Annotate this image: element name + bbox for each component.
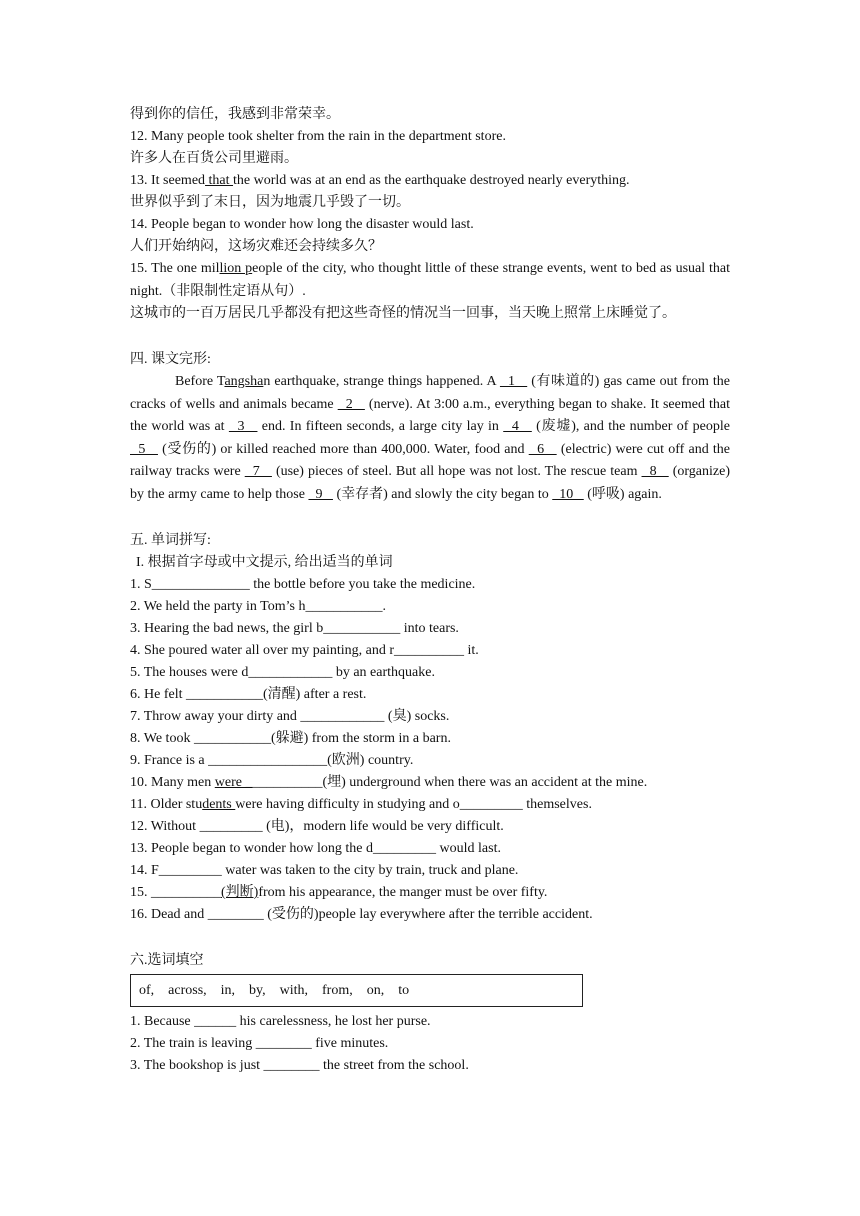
blank-8[interactable]: 8 — [641, 464, 669, 479]
list-item: 12. Without _________ (电)，modern life would be very difficult. — [130, 819, 504, 834]
list-item: 5. The houses were d____________ by an earthquake. — [130, 665, 435, 680]
list-item: 9. France is a _________________(欧洲) country. — [130, 753, 414, 768]
text-line: 许多人在百货公司里避雨。 — [130, 151, 298, 166]
blank-6[interactable]: 6 — [528, 441, 557, 457]
blank-2[interactable]: 2 — [337, 396, 365, 412]
list-item: 3. Hearing the bad news, the girl b___________ into tears. — [130, 621, 459, 636]
section-5-title: 五. 单词拼写: — [130, 533, 211, 548]
blank-10[interactable]: 10 — [552, 486, 584, 502]
list-item: 2. The train is leaving ________ five minutes. — [130, 1036, 389, 1051]
text-line: 12. Many people took shelter from the rain in the department store. — [130, 129, 506, 144]
sentence-15: 15. The one million people of the city, who thought little of these strange events, went to bed as usual that night.（非限制性定语从句）. — [130, 261, 730, 299]
list-item: 16. Dead and ________ (受伤的)people lay everywhere after the terrible accident. — [130, 907, 593, 922]
list-item: 1. S______________ the bottle before you take the medicine. — [130, 577, 476, 592]
blank-4[interactable]: 4 — [503, 419, 532, 434]
sentence-13-cn: 世界似乎到了末日，因为地震几乎毁了一切。 — [130, 195, 410, 210]
blank-5[interactable]: 5 — [130, 441, 158, 457]
cloze-passage: Before Tangshan earthquake, strange things happened. A 1 (有味道的) gas came out from the cracks of wells and animals became 2 (nerve). At 3:00 a.m., everything began to shake. It seemed that the world was at 3 end. In fifteen seconds, a large city lay in 4 (废墟), and the number of people 5 (受伤的) or killed reached more than 400,000. Water, food and 6 (electric) were cut off and the railway tracks were 7 (use) pieces of steel. But all hope was not lost. The rescue team 8 (organize) by the army came to help those 9 (幸存者) and slowly the city began to 10 (呼吸) again. — [130, 374, 731, 502]
blank-1[interactable]: 1 — [499, 374, 528, 389]
blank-7[interactable]: 7 — [244, 464, 272, 479]
list-item: 4. She poured water all over my painting, and r__________ it. — [130, 643, 479, 658]
list-item: 2. We held the party in Tom’s h___________. — [130, 599, 386, 614]
section-4-title: 四. 课文完形: — [130, 352, 211, 367]
sentence-14-cn: 人们开始纳闷，这场灾难还会持续多久？ — [130, 239, 382, 254]
list-item: 11. Older students were having difficulty in studying and o_________ themselves. — [130, 797, 592, 812]
blank-9[interactable]: 9 — [308, 486, 333, 502]
section-6-title: 六.选词填空 — [130, 953, 204, 968]
list-item: 8. We took ___________(躲避) from the storm in a barn. — [130, 731, 451, 746]
section-5-subtitle: I. 根据首字母或中文提示, 给出适当的单词 — [136, 555, 393, 570]
sentence-14: 14. People began to wonder how long the disaster would last. — [130, 217, 474, 232]
list-item: 13. People began to wonder how long the d_________ would last. — [130, 841, 501, 856]
sentence-15-cn: 这城市的一百万居民几乎都没有把这些奇怪的情况当一回事，当天晚上照常上床睡觉了。 — [130, 306, 676, 321]
list-item: 7. Throw away your dirty and ____________ (臭) socks. — [130, 709, 450, 724]
list-item: 3. The bookshop is just ________ the street from the school. — [130, 1058, 469, 1073]
sentence-13: 13. It seemed that the world was at an end as the earthquake destroyed nearly everything. — [130, 173, 630, 188]
list-item: 14. F_________ water was taken to the city by train, truck and plane. — [130, 863, 519, 878]
list-item: 1. Because ______ his carelessness, he lost her purse. — [130, 1014, 431, 1029]
blank-3[interactable]: 3 — [228, 419, 258, 434]
list-item: 15. __________(判断)from his appearance, the manger must be over fifty. — [130, 885, 548, 900]
text-line: 得到你的信任，我感到非常荣幸。 — [130, 107, 340, 122]
word-bank-box: of, across, in, by, with, from, on, to — [130, 974, 583, 1007]
list-item: 10. Many men were ___________(埋) underground when there was an accident at the mine. — [130, 775, 648, 790]
list-item: 6. He felt ___________(清醒) after a rest. — [130, 687, 367, 702]
document-page — [130, 104, 730, 1077]
